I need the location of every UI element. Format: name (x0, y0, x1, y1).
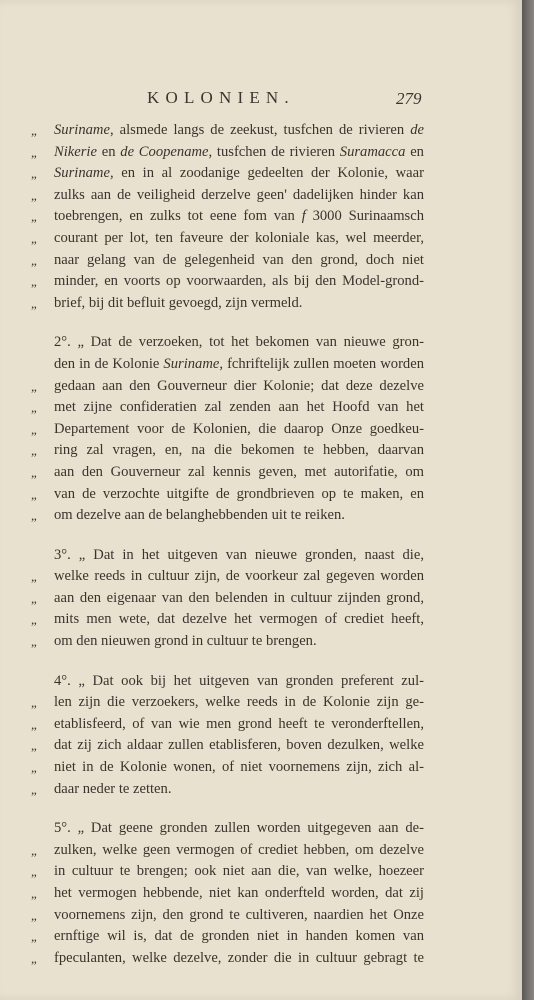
line-text: Departement voor de Kolonien, die daarop Onze goedkeu- (54, 420, 424, 437)
line-text: gedaan aan den Gouverneur dier Kolonie; dat deze dezelve (54, 377, 424, 394)
page-number: 279 (396, 89, 422, 108)
paragraph-gap (32, 527, 424, 545)
quote-mark: „ (31, 716, 37, 732)
quote-mark: „ (31, 886, 37, 901)
paragraph-gap (32, 314, 424, 332)
text-line (32, 462, 424, 484)
paragraph-p3 (32, 545, 424, 653)
line-text: om dezelve aan de belanghebbenden uit te reiken. (54, 507, 345, 524)
paragraph-p1 (32, 120, 424, 314)
paragraph-gap (32, 800, 424, 818)
line-text: zulken, welke geen vermogen of crediet hebben, om dezelve (54, 841, 424, 858)
quote-mark: „ (31, 144, 37, 160)
quote-mark: „ (31, 464, 37, 480)
text-line (32, 905, 424, 927)
text-line (32, 840, 424, 862)
text-line (32, 692, 424, 714)
paragraph-gap (32, 653, 424, 671)
text-line (32, 545, 424, 567)
text-line (32, 120, 424, 142)
quote-mark: „ (31, 950, 37, 966)
text-line (32, 566, 424, 588)
quote-mark: „ (31, 569, 37, 585)
quote-mark: „ (31, 166, 37, 182)
text-line (32, 779, 424, 801)
text-line (32, 861, 424, 883)
quote-mark: „ (31, 760, 37, 776)
line-text: ernftige wil is, dat de gronden niet in handen komen van (54, 928, 424, 945)
line-text: Nikerie en de Coopename, tusfchen de rivieren Suramacca en (54, 143, 424, 160)
text-line (32, 250, 424, 272)
quote-mark: „ (31, 612, 37, 628)
quote-mark: „ (31, 842, 37, 858)
text-line (32, 484, 424, 506)
text-line (32, 142, 424, 164)
page-body (32, 120, 424, 969)
text-line (32, 631, 424, 653)
text-line (32, 588, 424, 610)
line-text: dat zij zich aldaar zullen etablisferen, boven dezulken, welke (54, 737, 424, 754)
line-text: naar gelang van de gelegenheid van den grond, doch niet (54, 251, 424, 268)
page-header (0, 88, 522, 112)
text-line (32, 440, 424, 462)
line-text: aan den eigenaar van den belenden in cultuur zijnden grond, (54, 589, 424, 606)
text-line (32, 354, 424, 376)
quote-mark: „ (31, 486, 37, 502)
line-text: toebrengen, en zulks tot eene fom van f 3000 Surinaamsch (54, 208, 425, 225)
text-line (32, 757, 424, 779)
quote-mark: „ (31, 295, 37, 311)
quote-mark: „ (31, 929, 37, 945)
quote-mark: „ (31, 634, 37, 650)
paragraph-p5 (32, 818, 424, 969)
text-line (32, 228, 424, 250)
line-text: in cultuur te brengen; ook niet aan die, van welke, hoezeer (54, 863, 424, 880)
line-text: 4°. „ Dat ook bij het uitgeven van gronden preferent zul- (54, 672, 424, 689)
quote-mark: „ (31, 123, 37, 138)
quote-mark: „ (31, 209, 37, 225)
text-line (32, 293, 424, 315)
text-line (32, 206, 424, 228)
line-text: fpeculanten, welke dezelve, zonder die in cultuur gebragt te (54, 949, 424, 966)
quote-mark: „ (31, 274, 37, 290)
running-head: KOLONIEN. (147, 88, 295, 107)
quote-mark: „ (31, 781, 37, 797)
quote-mark: „ (31, 590, 37, 606)
text-line (32, 332, 424, 354)
text-line (32, 185, 424, 207)
line-text: voornemens zijn, den grond te cultiveren, naardien het Onze (54, 906, 424, 923)
paragraph-p2 (32, 332, 424, 526)
text-line (32, 818, 424, 840)
quote-mark: „ (31, 378, 37, 394)
text-line (32, 505, 424, 527)
line-text: om den nieuwen grond in cultuur te brengen. (54, 633, 317, 650)
line-text: etablisfeerd, of van wie men grond heeft te veronderftellen, (54, 715, 424, 732)
text-line (32, 714, 424, 736)
text-line (32, 948, 424, 970)
quote-mark: „ (31, 443, 37, 459)
line-text: het vermogen hebbende, niet kan onderfteld worden, dat zij (54, 885, 424, 901)
text-line (32, 735, 424, 757)
quote-mark: „ (31, 421, 37, 437)
quote-mark: „ (31, 738, 37, 754)
line-text: met zijne confideratien zal zenden aan het Hoofd van het (54, 399, 424, 416)
line-text: 2°. „ Dat de verzoeken, tot het bekomen van nieuwe gron- (54, 334, 424, 351)
text-line (32, 609, 424, 631)
line-text: welke reeds in cultuur zijn, de voorkeur zal gegeven worden (54, 568, 424, 585)
quote-mark: „ (31, 252, 37, 268)
line-text: ring zal vragen, en, na die bekomen te hebben, daarvan (54, 442, 424, 459)
text-line (32, 163, 424, 185)
line-text: 5°. „ Dat geene gronden zullen worden uitgegeven aan de- (54, 820, 424, 837)
quote-mark: „ (31, 230, 37, 246)
text-line (32, 671, 424, 693)
text-line (32, 419, 424, 441)
quote-mark: „ (31, 864, 37, 880)
line-text: mits men wete, dat dezelve het vermogen of crediet heeft, (54, 611, 424, 628)
line-text: van de verzochte uitgifte de grondbrieven op te maken, en (54, 485, 424, 502)
line-text: aan den Gouverneur zal kennis geven, met autorifatie, om (54, 463, 424, 480)
line-text: den in de Kolonie Suriname, fchriftelijk zullen moeten worden (54, 355, 424, 372)
line-text: niet in de Kolonie wonen, of niet voornemens zijn, zich al- (54, 759, 424, 776)
quote-mark: „ (31, 907, 37, 923)
quote-mark: „ (31, 508, 37, 524)
line-text: Suriname, en in al zoodanige gedeelten der Kolonie, waar (54, 165, 424, 182)
line-text: Suriname, alsmede langs de zeekust, tusfchen de rivieren de (54, 122, 424, 138)
text-line (32, 883, 424, 905)
line-text: brief, bij dit befluit gevoegd, zijn vermeld. (54, 294, 303, 311)
line-text: minder, en voorts op voorwaarden, als bij den Model-grond- (54, 273, 424, 290)
line-text: daar neder te zetten. (54, 780, 172, 797)
quote-mark: „ (31, 187, 37, 203)
line-text: len zijn die verzoekers, welke reeds in de Kolonie zijn ge- (54, 694, 424, 711)
quote-mark: „ (31, 400, 37, 416)
line-text: 3°. „ Dat in het uitgeven van nieuwe gronden, naast die, (54, 546, 424, 563)
text-line (32, 926, 424, 948)
quote-mark: „ (31, 695, 37, 711)
text-line (32, 397, 424, 419)
paragraph-p4 (32, 671, 424, 801)
line-text: zulks aan de veiligheid derzelve geen' dadelijken hinder kan (54, 186, 424, 203)
line-text: courant per lot, ten faveure der koloniale kas, wel meerder, (54, 229, 424, 246)
text-line (32, 376, 424, 398)
page-edge (522, 0, 534, 1000)
text-line (32, 271, 424, 293)
